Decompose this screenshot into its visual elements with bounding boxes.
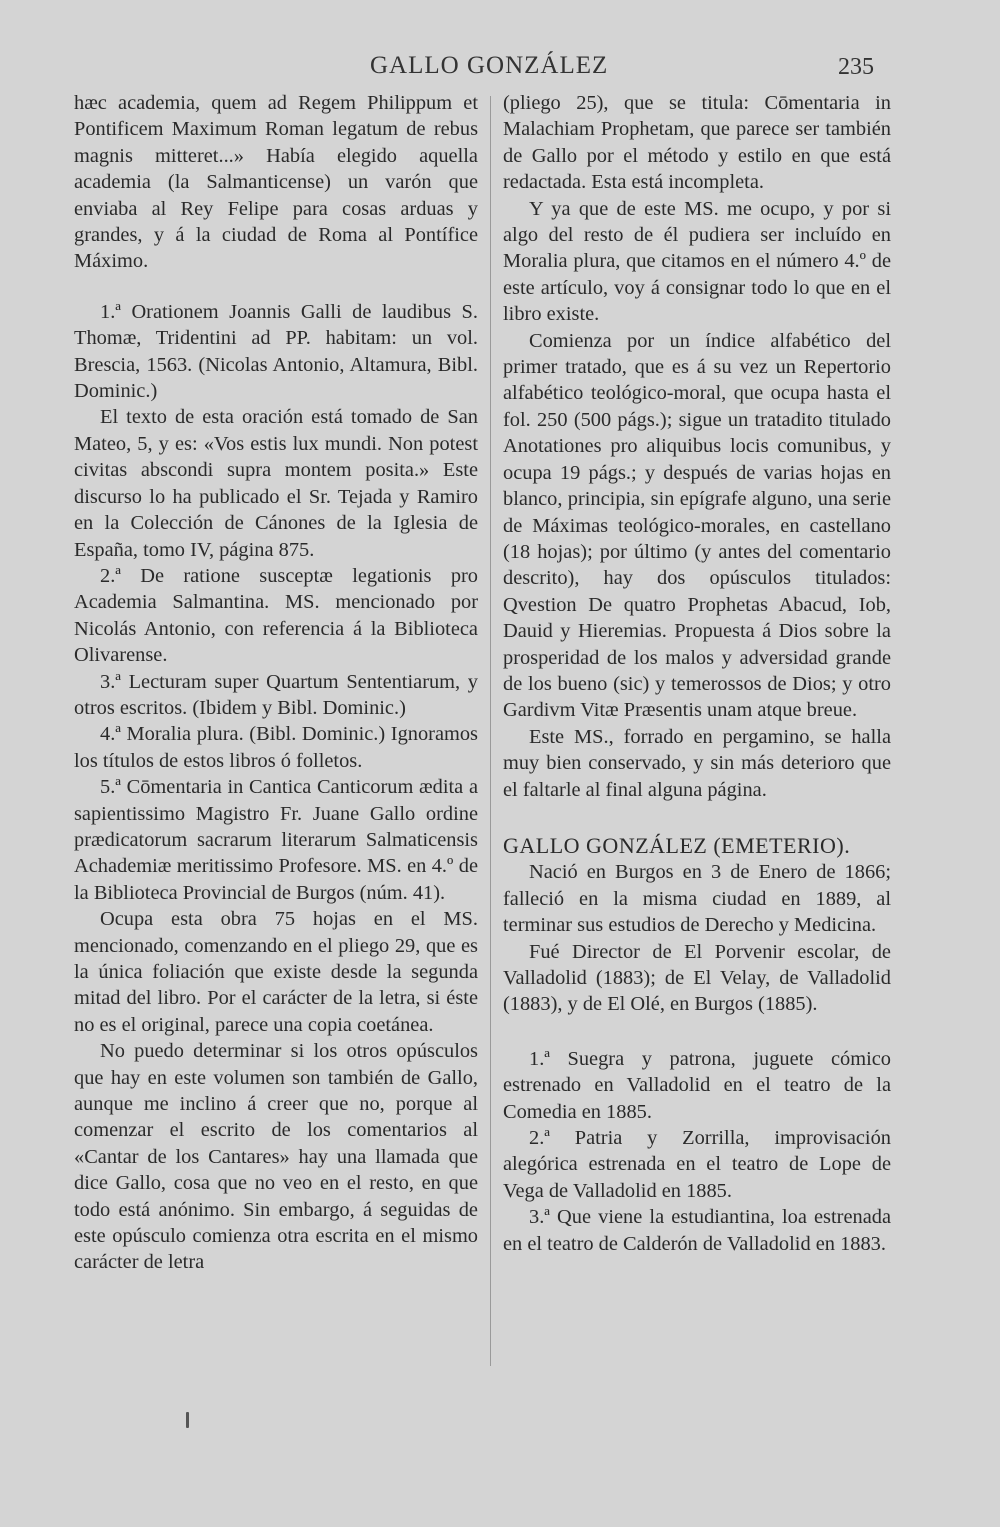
paragraph: 3.ª Lecturam super Quartum Sententiarum, y otros escritos. (Ibidem y Bibl. Dominic.)	[74, 670, 478, 719]
column-divider	[490, 96, 491, 1366]
paragraph: 2.ª De ratione susceptæ legationis pro Academia Salmantina. MS. mencionado por Nicolás Antonio, con referencia á la Biblioteca Olivarense.	[74, 564, 478, 667]
paragraph: 1.ª Orationem Joannis Galli de laudibus S. Thomæ, Tridentini ad PP. habitam: un vol. Brescia, 1563. (Nicolas Antonio, Altamura, Bibl. Dominic.)	[74, 300, 478, 403]
print-speck	[186, 1412, 189, 1428]
running-head	[0, 52, 1000, 86]
paragraph: Ocupa esta obra 75 hojas en el MS. mencionado, comenzando en el pliego 29, que es la única foliación que existe desde la segunda mitad del libro. Por el carácter de la letra, si éste no es el original, parece una copia coetánea.	[74, 908, 478, 1036]
paragraph: 4.ª Moralia plura. (Bibl. Dominic.) Ignoramos los títulos de estos libros ó folletos.	[74, 723, 478, 772]
paragraph: 3.ª Que viene la estudiantina, loa estrenada en el teatro de Calderón de Valladolid en 1883.	[503, 1206, 891, 1255]
running-title: GALLO GONZÁLEZ	[370, 52, 609, 79]
page-number: 235	[838, 54, 874, 80]
left-column	[74, 90, 478, 1276]
paragraph: Fué Director de El Porvenir escolar, de Valladolid (1883); de El Velay, de Valladolid (1883), y de El Olé, en Burgos (1885).	[503, 940, 891, 1016]
paragraph: Nació en Burgos en 3 de Enero de 1866; falleció en la misma ciudad en 1889, al terminar sus estudios de Derecho y Medicina.	[503, 861, 891, 937]
paragraph: 1.ª Suegra y patrona, juguete cómico estrenado en Valladolid en el teatro de la Comedia en 1885.	[503, 1047, 891, 1123]
paragraph: No puedo determinar si los otros opúsculos que hay en este volumen son también de Gallo, aunque me inclino á creer que no, porque al comenzar el escrito de los comentarios al «Cantar de los Cantares» hay una llamada que dice Gallo, cosa que no veo en el resto, en que todo está anónimo. Sin embargo, á seguidas de este opúsculo comienza otra escrita en el mismo carácter de letra	[74, 1040, 478, 1274]
paragraph: Y ya que de este MS. me ocupo, y por si algo del resto de él pudiera ser incluído en Moralia plura, que citamos en el número 4.º de este artículo, voy á consignar todo lo que en el libro existe.	[503, 197, 891, 326]
paragraph: Comienza por un índice alfabético del primer tratado, que es á su vez un Repertorio alfabético teológico-moral, que ocupa hasta el fol. 250 (500 págs.); sigue un tratadito titulado Anotationes pro aliquibus locis comunibus, y ocupa 19 págs.; y después de varias hojas en blanco, principia, sin epígrafe alguno, una serie de Máximas teológico-morales, en castellano (18 hojas); por último (y antes del comentario descrito), hay dos opúsculos titulados: Qvestion De quatro Prophetas Abacud, Iob, Dauid y Hieremias. Propuesta á Dios sobre la prosperidad de los malos y adversidad grande de los bueno (sic) y temerossos de Dios; y otro Gardivm Vitæ Præsentis unam atque breue.	[503, 329, 891, 722]
paragraph: 2.ª Patria y Zorrilla, improvisación alegórica estrenada en el teatro de Lope de Vega de Valladolid en 1885.	[503, 1127, 891, 1202]
right-column	[503, 90, 891, 1257]
paragraph: El texto de esta oración está tomado de San Mateo, 5, y es: «Vos estis lux mundi. Non potest civitas abscondi supra montem posita.» Este discurso lo ha publicado el Sr. Tejada y Ramiro en la Colección de Cánones de la Iglesia de España, tomo IV, página 875.	[74, 406, 478, 561]
entry-heading: GALLO GONZÁLEZ (EMETERIO).	[503, 832, 851, 858]
paragraph: Este MS., forrado en pergamino, se halla muy bien conservado, y sin más deterioro que el faltarle al final alguna página.	[503, 725, 891, 801]
paragraph: hæc academia, quem ad Regem Philippum et Pontificem Maximum Roman legatum de rebus magnis mitteret...» Había elegido aquella academia (la Salmanticense) un varón que enviaba al Rey Felipe para cosas arduas y grandes, y á la ciudad de Roma al Pontífice Máximo.	[74, 92, 478, 273]
paragraph: 5.ª Cōmentaria in Cantica Canticorum ædita a sapientissimo Magistro Fr. Juane Gallo ordine prædicatorum sacrarum literarum Salmaticensis Achademiæ meritissimo Profesore. MS. en 4.º de la Biblioteca Provincial de Burgos (núm. 41).	[74, 776, 478, 904]
paragraph: (pliego 25), que se titula: Cōmentaria in Malachiam Prophetam, que parece ser también de Gallo por el método y estilo en que está redactada. Esta está incompleta.	[503, 92, 891, 194]
